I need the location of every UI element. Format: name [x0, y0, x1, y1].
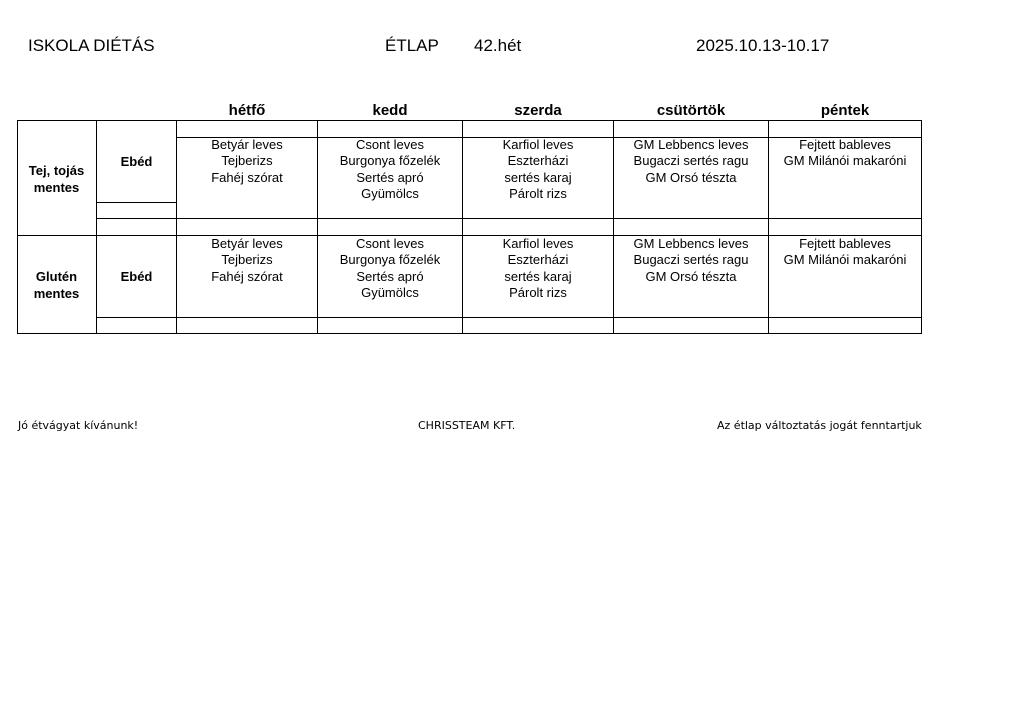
menu-cell-wednesday [463, 137, 613, 202]
menu-cell-friday [769, 137, 921, 170]
row-divider [97, 202, 176, 203]
day-header-wednesday: szerda [514, 102, 562, 119]
menu-cell-tuesday [318, 236, 462, 301]
dish-item: Karfiol leves [502, 236, 574, 251]
dish-item: sertés karaj [504, 169, 572, 185]
table-border-right [921, 120, 922, 334]
dish-item: Eszterházi [507, 153, 569, 169]
row-divider [97, 218, 921, 219]
dish-item: Betyár leves [211, 236, 283, 251]
dish-item: Fahéj szórat [211, 169, 283, 185]
dish-item: Csont leves [356, 137, 424, 152]
meal-label: Ebéd [120, 154, 153, 169]
menu-cell-monday [177, 137, 317, 186]
footer-disclaimer: Az étlap változtatás jogát fenntartjuk [717, 419, 922, 432]
school-label: ISKOLA DIÉTÁS [28, 36, 155, 55]
dish-item: GM Lebbencs leves [633, 137, 749, 152]
day-header-monday: hétfő [228, 102, 266, 119]
table-border-top [17, 120, 921, 121]
dish-item: GM Orsó tészta [645, 268, 737, 284]
dish-item: Fejtett bableves [799, 137, 891, 152]
dish-item: Sertés apró [356, 169, 424, 185]
dish-item: Párolt rizs [509, 284, 567, 300]
menu-cell-wednesday [463, 236, 613, 301]
dish-item: GM Lebbencs leves [633, 236, 749, 251]
menu-cell-thursday [614, 137, 768, 186]
dish-item: Burgonya főzelék [339, 153, 441, 169]
dish-item: Bugaczi sertés ragu [633, 153, 749, 169]
dish-item: Betyár leves [211, 137, 283, 152]
dish-item: Gyümölcs [361, 185, 419, 201]
day-header-tuesday: kedd [372, 102, 408, 119]
dish-item: GM Milánói makaróni [783, 153, 907, 169]
menu-cell-tuesday [318, 137, 462, 202]
menu-cell-thursday [614, 236, 768, 285]
date-range: 2025.10.13-10.17 [696, 36, 830, 55]
dish-item: Tejberizs [221, 153, 273, 169]
dish-item: Párolt rizs [509, 185, 567, 201]
dish-item: Fejtett bableves [799, 236, 891, 251]
menu-cell-monday [177, 236, 317, 285]
menu-cell-friday [769, 236, 921, 269]
dish-item: Gyümölcs [361, 284, 419, 300]
dish-item: Bugaczi sertés ragu [633, 252, 749, 268]
week-label: 42.hét [474, 36, 522, 55]
section-category-label: Tej, tojás mentes [28, 163, 85, 195]
day-header-thursday: csütörtök [656, 102, 726, 119]
dish-item: Fahéj szórat [211, 268, 283, 284]
dish-item: Eszterházi [507, 252, 569, 268]
table-border-bottom [17, 333, 921, 334]
column-divider [96, 120, 97, 334]
dish-item: Tejberizs [221, 252, 273, 268]
dish-item: Sertés apró [356, 268, 424, 284]
page-title: ÉTLAP [385, 36, 439, 55]
dish-item: sertés karaj [504, 268, 572, 284]
day-header-friday: péntek [820, 102, 870, 119]
dish-item: GM Orsó tészta [645, 169, 737, 185]
dish-item: GM Milánói makaróni [783, 252, 907, 268]
row-divider [97, 317, 921, 318]
section-category-label: Glutén mentes [33, 269, 80, 301]
footer-company: CHRISSTEAM KFT. [418, 419, 516, 432]
dish-item: Csont leves [356, 236, 424, 251]
dish-item: Burgonya főzelék [339, 252, 441, 268]
dish-item: Karfiol leves [502, 137, 574, 152]
meal-label: Ebéd [120, 269, 153, 284]
footer-greeting: Jó étvágyat kívánunk! [18, 419, 139, 432]
